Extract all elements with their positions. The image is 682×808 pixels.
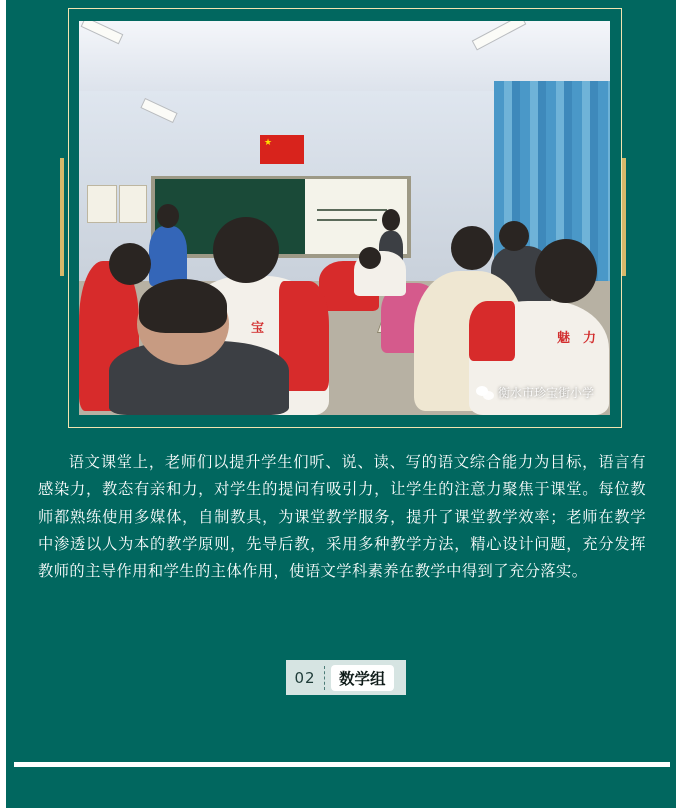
wechat-icon xyxy=(476,386,494,400)
wall-poster xyxy=(119,185,147,223)
section-number: 02 xyxy=(294,668,316,687)
teacher-figure xyxy=(149,226,187,286)
student-head xyxy=(499,221,529,251)
article-page xyxy=(6,0,676,808)
vest-character: 魅 xyxy=(557,331,571,346)
bottom-divider xyxy=(14,762,670,767)
frame-side-tab-left xyxy=(60,158,64,276)
photo-watermark xyxy=(476,384,594,401)
vest-character: 力 xyxy=(583,331,597,346)
student-head xyxy=(109,243,151,285)
frame-side-tab-right xyxy=(622,158,626,276)
teacher-head xyxy=(382,209,400,231)
section-heading xyxy=(286,660,406,695)
classroom-photo xyxy=(79,21,610,415)
student-hair xyxy=(139,279,227,333)
student-head xyxy=(359,247,381,269)
wall-poster xyxy=(87,185,117,223)
flag-star-icon: ★ xyxy=(264,138,273,148)
student-sleeve xyxy=(469,301,515,361)
watermark-text: 衡水市珍宝街小学 xyxy=(497,386,594,400)
teacher-head xyxy=(157,204,179,228)
article-paragraph: 语文课堂上，老师们以提升学生们听、说、读、写的语文综合能力为目标，语言有感染力，教态有亲和力，对学生的提问有吸引力，让学生的注意力聚焦于课堂。每位教师都熟练使用多媒体，自制教具，为课堂教学服务，提升了课堂教学效率；老师在教学中渗透以人为本的教学原则，先导后教，采用多种教学方法，精心设计问题，充分发挥教师的主导作用和学生的主体作用，使语文学科素养在教学中得到了充分落实。 xyxy=(38,453,646,581)
vest-character: 宝 xyxy=(251,321,265,336)
screen-text-line xyxy=(317,209,387,211)
screen-text-line xyxy=(317,219,377,221)
section-divider xyxy=(324,666,325,690)
student-head xyxy=(213,217,279,283)
student-head xyxy=(535,239,597,303)
section-title: 数学组 xyxy=(331,665,394,691)
student-head xyxy=(451,226,493,270)
